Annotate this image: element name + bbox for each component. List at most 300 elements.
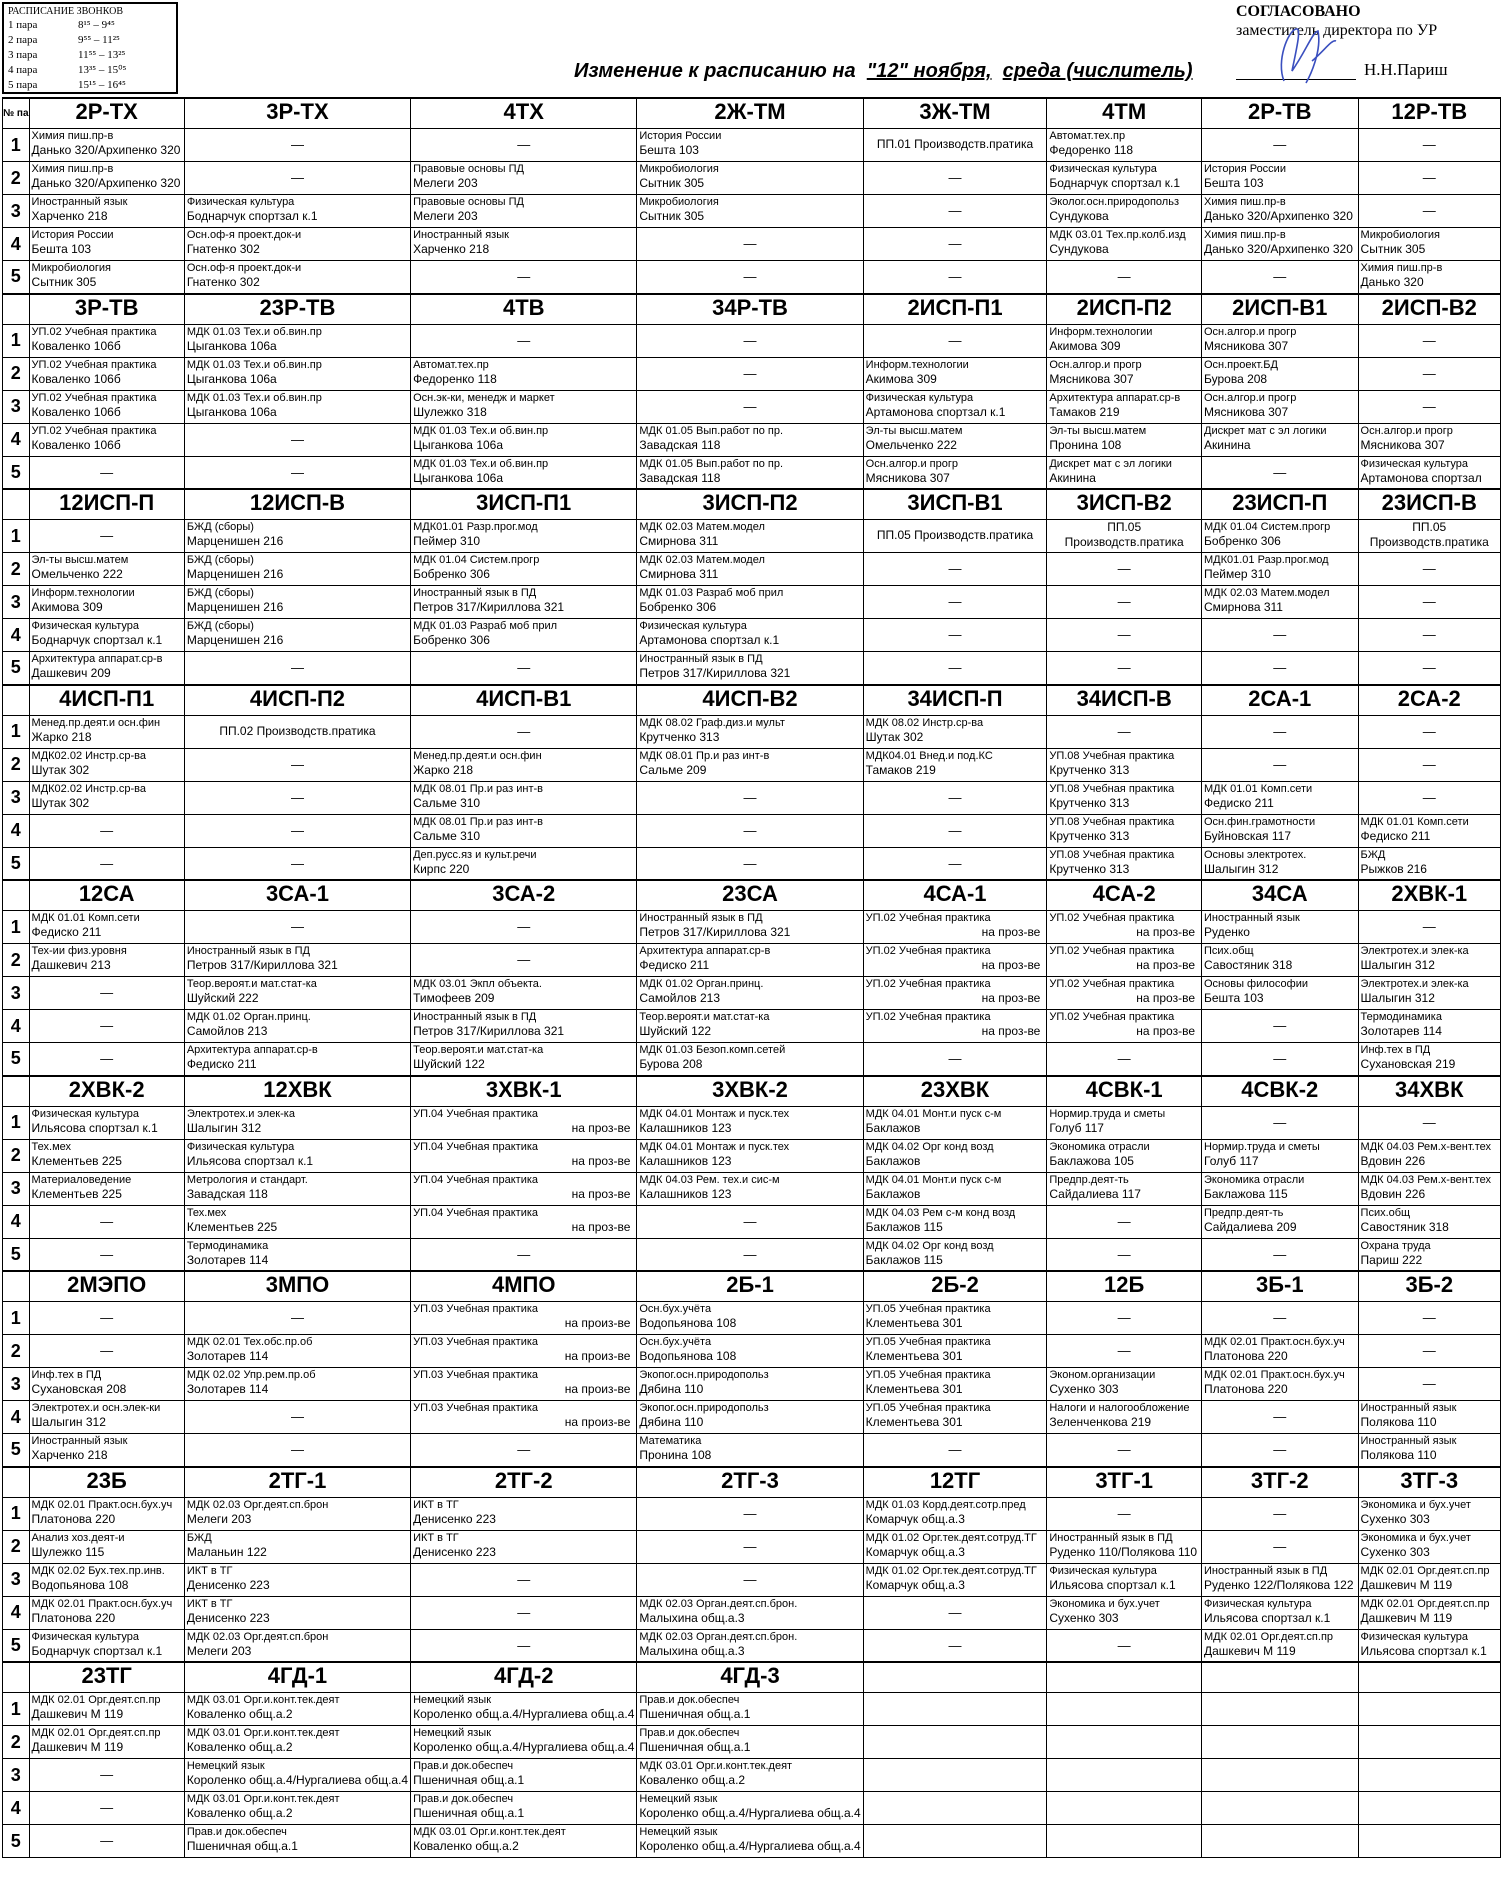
lesson-cell	[411, 1792, 637, 1825]
lesson-subject: УП.05 Учебная практика	[865, 1369, 991, 1381]
group-header-row	[3, 1467, 1501, 1498]
lesson-cell	[184, 1335, 410, 1368]
lesson-subject: УП.02 Учебная практика	[865, 945, 991, 957]
lesson-cell	[637, 748, 863, 781]
lesson-cell	[863, 1530, 1047, 1563]
lesson-cell	[1202, 781, 1359, 814]
lesson-cell	[29, 1335, 184, 1368]
lesson-teacher-room: на проз-ве	[1136, 1024, 1195, 1038]
lesson-teacher-room: Шутак 302	[31, 795, 90, 810]
empty-dash: —	[100, 985, 114, 1000]
lesson-row	[3, 1792, 1501, 1825]
lesson-cell	[1202, 1563, 1359, 1596]
empty-dash: —	[743, 365, 757, 381]
lesson-subject: БЖД (сборы)	[186, 521, 254, 533]
lesson-subject: МДК 02.01 Тех.обс.пр.об	[186, 1336, 313, 1348]
lesson-subject: УП.02 Учебная практика	[865, 978, 991, 990]
lesson-cell	[411, 1563, 637, 1596]
lesson-cell	[637, 520, 863, 553]
lesson-teacher-room: на проз-ве	[981, 925, 1041, 939]
lesson-cell	[184, 1368, 410, 1401]
lesson-teacher-room: Гнатенко 302	[186, 242, 260, 256]
lesson-cell	[184, 1043, 410, 1076]
empty-dash: —	[517, 723, 531, 739]
lesson-row	[3, 977, 1501, 1010]
lesson-teacher-room: Тимофеев 209	[413, 991, 495, 1005]
empty-dash: —	[290, 789, 304, 805]
lesson-cell	[411, 1172, 637, 1205]
lesson-teacher-room: Клементьев 225	[31, 1186, 122, 1201]
lesson-cell	[184, 357, 410, 390]
lesson-teacher-room: Коваленко 106б	[31, 371, 121, 386]
lesson-teacher-room: Федиско 211	[1360, 828, 1431, 843]
lesson-subject: МДК 01.02 Орг.тек.деят.сотруд.ТГ	[865, 1564, 1037, 1577]
empty-dash: —	[1117, 1246, 1131, 1262]
lesson-subject: Прав.и док.обеспеч	[186, 1826, 287, 1838]
lesson-teacher-room: Коваленко общ.а.2	[186, 1740, 293, 1754]
lesson-teacher-room: Шулежко 115	[31, 1544, 105, 1559]
lesson-cell	[863, 586, 1047, 619]
empty-dash: —	[1117, 561, 1131, 576]
lesson-subject: Иностранный язык в ПД	[186, 945, 310, 957]
lesson-teacher-room: Акинина	[1204, 437, 1251, 452]
lesson-subject: Немецкий язык	[639, 1793, 718, 1805]
lesson-cell	[411, 1139, 637, 1172]
empty-dash: —	[517, 1442, 531, 1457]
lesson-cell	[1358, 1530, 1500, 1563]
lesson-cell	[29, 1172, 184, 1205]
empty-dash: —	[1422, 627, 1436, 642]
empty-dash: —	[100, 1213, 114, 1229]
lesson-teacher-room: Руденко 110/Полякова 110	[1049, 1544, 1198, 1559]
lesson-row	[3, 1106, 1501, 1139]
pair-number: 5	[3, 847, 30, 880]
pair-number-header	[3, 489, 30, 520]
lesson-cell	[411, 324, 637, 357]
lesson-row	[3, 1172, 1501, 1205]
empty-dash: —	[743, 1246, 757, 1262]
lesson-cell	[184, 1693, 410, 1726]
lesson-subject: Правовые основы ПД	[413, 196, 524, 208]
lesson-cell	[1358, 911, 1500, 944]
lesson-cell	[637, 619, 863, 652]
lesson-subject: Иностранный язык	[31, 1435, 128, 1447]
empty-dash: —	[100, 1051, 114, 1066]
pair-number-header	[3, 880, 30, 911]
pair-number-header	[3, 685, 30, 716]
lesson-teacher-room: Клементьев 225	[31, 1153, 122, 1168]
pair-number: 4	[3, 619, 30, 652]
lesson-cell	[411, 228, 637, 261]
lesson-cell	[637, 423, 863, 456]
group-name: 3ИСП-В2	[1047, 489, 1202, 520]
lesson-teacher-room: Сальме 209	[639, 762, 707, 777]
lesson-subject: История России	[31, 229, 114, 241]
lesson-subject: УП.05 Учебная практика	[865, 1336, 991, 1348]
lesson-subject: Электротех.и элек-ка	[1360, 978, 1469, 990]
group-name: 23Б	[29, 1467, 184, 1498]
empty-dash: —	[290, 170, 304, 185]
lesson-subject: Информ.технологии	[1049, 325, 1153, 338]
lesson-teacher-room: Ильясова спортзал к.1	[186, 1153, 314, 1168]
empty-dash: —	[1422, 1343, 1436, 1358]
empty-dash: —	[517, 269, 531, 284]
bell-row	[8, 63, 172, 78]
lesson-cell	[29, 1401, 184, 1434]
lesson-subject: БЖД (сборы)	[186, 554, 254, 566]
lesson-teacher-room: Смирнова 311	[1204, 600, 1283, 614]
empty-dash: —	[948, 170, 962, 185]
lesson-subject: МДК 02.03 Орг.деят.сп.брон	[186, 1630, 329, 1643]
bell-schedule	[2, 2, 178, 94]
lesson-cell	[1358, 1629, 1500, 1662]
lesson-teacher-room: Ильясова спортзал к.1	[1049, 1577, 1176, 1592]
lesson-teacher-room: Вдовин 226	[1360, 1186, 1426, 1201]
lesson-teacher-room: Комарчук общ.а.3	[865, 1544, 965, 1559]
lesson-teacher-room: Калашников 123	[639, 1120, 732, 1135]
lesson-teacher-room: Данько 320	[1360, 275, 1424, 289]
lesson-cell	[1202, 520, 1359, 553]
lesson-cell	[1047, 1629, 1202, 1662]
lesson-cell	[184, 619, 410, 652]
pair-number: 2	[3, 1139, 30, 1172]
lesson-subject: Нормир.труда и сметы	[1049, 1107, 1166, 1120]
group-name	[1047, 1662, 1202, 1693]
pair-number: 5	[3, 261, 30, 294]
lesson-teacher-room: Ильясова спортзал к.1	[31, 1120, 158, 1135]
lesson-cell	[1047, 1139, 1202, 1172]
bell-pair: 3 пара	[8, 49, 38, 61]
lesson-cell	[863, 456, 1047, 489]
approval-name: Н.Н.Париш	[1364, 60, 1448, 79]
lesson-subject: Физическая культура	[186, 1140, 295, 1153]
lesson-subject: Дискрет мат с эл логики	[1204, 424, 1327, 437]
lesson-cell	[411, 715, 637, 748]
lesson-cell	[184, 520, 410, 553]
lesson-teacher-room: Жарко 218	[31, 729, 92, 744]
lesson-subject: Электротех.и элек-ка	[1360, 945, 1469, 957]
lesson-teacher-room: Дашкевич М 119	[31, 1740, 124, 1754]
bell-time: 15¹⁵ – 16⁴⁵	[78, 79, 126, 91]
empty-dash: —	[948, 855, 962, 871]
lesson-row	[3, 162, 1501, 195]
lesson-teacher-room: Боднарчук спортзал к.1	[1049, 176, 1181, 190]
empty-dash: —	[1422, 170, 1436, 185]
lesson-teacher-room: Рыжков 216	[1360, 861, 1427, 876]
lesson-teacher-room: Артамонова спортзал к.1	[865, 404, 1006, 419]
pair-number: 2	[3, 1726, 30, 1759]
lesson-teacher-room: Цыганкова 106а	[413, 437, 504, 452]
lesson-cell	[1202, 1596, 1359, 1629]
lesson-cell	[1202, 195, 1359, 228]
lesson-cell	[1202, 1205, 1359, 1238]
lesson-cell	[411, 781, 637, 814]
group-header-row	[3, 98, 1501, 129]
lesson-cell	[29, 619, 184, 652]
lesson-row	[3, 911, 1501, 944]
lesson-teacher-room: Дашкевич М 119	[31, 1707, 124, 1721]
lesson-teacher-room: Баклажов	[865, 1153, 921, 1168]
lesson-row	[3, 324, 1501, 357]
group-name: 2СА-1	[1202, 685, 1359, 716]
lesson-cell	[1047, 423, 1202, 456]
group-name: 2ТГ-1	[184, 1467, 410, 1498]
lesson-cell	[411, 520, 637, 553]
lesson-cell	[29, 1530, 184, 1563]
lesson-cell	[411, 814, 637, 847]
lesson-cell	[1047, 944, 1202, 977]
lesson-cell	[184, 1401, 410, 1434]
lesson-cell	[637, 261, 863, 294]
lesson-cell	[29, 129, 184, 162]
lesson-subject: УП.02 Учебная практика	[1049, 912, 1175, 924]
lesson-subject: Физическая культура	[186, 196, 295, 208]
lesson-subject: МДК 04.01 Монт.и пуск с-м	[865, 1173, 1002, 1186]
lesson-row	[3, 586, 1501, 619]
lesson-cell	[1202, 1335, 1359, 1368]
lesson-teacher-room: Сальме 310	[413, 795, 481, 810]
lesson-cell	[411, 944, 637, 977]
pair-number: 2	[3, 748, 30, 781]
approval-title: СОГЛАСОВАНО	[1236, 3, 1361, 20]
lesson-teacher-room: Бешта 103	[1204, 176, 1264, 190]
pair-number: 3	[3, 781, 30, 814]
lesson-cell	[863, 781, 1047, 814]
group-name: 4ГД-2	[411, 1662, 637, 1693]
lesson-cell	[1358, 1693, 1500, 1726]
empty-dash: —	[100, 528, 114, 543]
empty-dash: —	[517, 1604, 531, 1620]
lesson-teacher-room: Полякова 110	[1360, 1448, 1437, 1462]
group-name: 2СА-2	[1358, 685, 1500, 716]
lesson-cell	[1358, 1497, 1500, 1530]
lesson-subject: ИКТ в ТГ	[186, 1597, 233, 1610]
lesson-cell	[1047, 390, 1202, 423]
lesson-cell	[863, 1726, 1047, 1759]
pair-number-header: № па	[3, 98, 30, 129]
lesson-row	[3, 1596, 1501, 1629]
lesson-cell	[1202, 586, 1359, 619]
lesson-cell	[1358, 553, 1500, 586]
lesson-subject: Физическая культура	[1360, 457, 1469, 470]
empty-dash: —	[1422, 332, 1436, 348]
lesson-subject: УП.03 Учебная практика	[413, 1369, 539, 1381]
lesson-row	[3, 553, 1501, 586]
lesson-cell	[29, 1759, 184, 1792]
lesson-teacher-room: Мелеги 203	[413, 176, 478, 190]
lesson-cell	[637, 1792, 863, 1825]
lesson-cell	[1358, 652, 1500, 685]
lesson-teacher-room: Короленко общ.а.4/Нургалиева общ.а.4	[186, 1773, 409, 1787]
lesson-cell	[411, 1596, 637, 1629]
lesson-teacher-room: Сытник 305	[639, 176, 705, 190]
lesson-teacher-room: Калашников 123	[639, 1186, 732, 1201]
lesson-teacher-room: Дашкевич М 119	[1360, 1577, 1453, 1592]
lesson-cell	[1202, 1302, 1359, 1335]
empty-dash: —	[100, 1018, 114, 1033]
empty-dash: —	[1273, 1442, 1287, 1457]
lesson-subject: Основы философии	[1204, 978, 1308, 990]
group-name: 3ИСП-П1	[411, 489, 637, 520]
lesson-cell	[411, 748, 637, 781]
lesson-cell	[184, 1530, 410, 1563]
lesson-cell	[411, 1497, 637, 1530]
lesson-cell	[1202, 1401, 1359, 1434]
empty-dash: —	[948, 594, 962, 609]
lesson-cell	[29, 1139, 184, 1172]
lesson-cell	[1202, 1726, 1359, 1759]
lesson-subject: МДК 03.01 Тех.пр.колб.изд	[1049, 229, 1186, 241]
lesson-teacher-room: Бешта 103	[639, 143, 699, 157]
empty-dash: —	[1422, 594, 1436, 609]
lesson-teacher-room: Дябина 110	[639, 1382, 704, 1396]
lesson-subject: ПП.05 Производств.пратика	[876, 528, 1034, 542]
lesson-teacher-room: на проз-ве	[571, 1219, 631, 1234]
lesson-cell	[863, 1759, 1047, 1792]
lesson-subject: Псих.общ	[1204, 945, 1254, 957]
lesson-cell	[863, 814, 1047, 847]
lesson-cell	[29, 1825, 184, 1858]
pair-number: 2	[3, 944, 30, 977]
lesson-subject: МДК 01.03 Тех.и об.вин.пр	[186, 391, 322, 404]
lesson-teacher-room: Сальме 310	[413, 828, 481, 843]
lesson-cell	[1047, 781, 1202, 814]
lesson-cell	[29, 162, 184, 195]
lesson-cell	[863, 520, 1047, 553]
lesson-teacher-room: Крутченко 313	[1049, 861, 1130, 876]
lesson-teacher-room: Данько 320/Архипенко 320	[31, 176, 181, 190]
empty-dash: —	[1422, 561, 1436, 576]
lesson-row	[3, 423, 1501, 456]
lesson-cell	[1202, 456, 1359, 489]
lesson-cell	[863, 1335, 1047, 1368]
group-name: 12Б	[1047, 1271, 1202, 1302]
group-name: 2ТГ-3	[637, 1467, 863, 1498]
lesson-teacher-room: Бешта 103	[1204, 991, 1264, 1005]
lesson-subject: МДК01.01 Разр.прог.мод	[413, 521, 538, 533]
lesson-cell	[1358, 814, 1500, 847]
empty-dash: —	[1273, 723, 1287, 739]
pair-number: 2	[3, 357, 30, 390]
lesson-subject: Менед.пр.деят.и осн.фин	[31, 716, 161, 729]
lesson-cell	[184, 129, 410, 162]
group-name: 2Р-ТВ	[1202, 98, 1359, 129]
lesson-subject: Инф.тех в ПД	[31, 1369, 102, 1381]
lesson-subject: Экономика и бух.учет	[1360, 1498, 1471, 1511]
group-name: 4ТХ	[411, 98, 637, 129]
lesson-teacher-room: Бобренко 306	[1204, 534, 1281, 548]
lesson-subject: УП.03 Учебная практика	[413, 1303, 539, 1315]
lesson-cell	[863, 129, 1047, 162]
lesson-subject: Немецкий язык	[186, 1760, 265, 1772]
group-header-row	[3, 880, 1501, 911]
lesson-cell	[184, 748, 410, 781]
lesson-teacher-room: Пеймер 310	[413, 534, 481, 548]
lesson-teacher-room: Денисенко 223	[413, 1511, 496, 1526]
lesson-teacher-room: Мелеги 203	[413, 209, 478, 223]
pair-number: 1	[3, 1693, 30, 1726]
lesson-cell	[1358, 261, 1500, 294]
pair-number: 3	[3, 390, 30, 423]
pair-number: 5	[3, 1434, 30, 1467]
lesson-subject: МДК 02.03 Матем.модел	[639, 554, 765, 566]
lesson-row	[3, 1825, 1501, 1858]
lesson-subject: МДК 02.03 Матем.модел	[1204, 587, 1330, 599]
lesson-teacher-room: на проз-ве	[981, 991, 1041, 1005]
pair-number: 1	[3, 911, 30, 944]
lesson-cell	[1202, 129, 1359, 162]
lesson-teacher-room: Шуйский 122	[639, 1024, 712, 1038]
lesson-row	[3, 715, 1501, 748]
lesson-cell	[1202, 1792, 1359, 1825]
lesson-teacher-room: Золотарев 114	[186, 1382, 269, 1396]
lesson-teacher-room: Пронина 108	[1049, 437, 1122, 452]
lesson-subject: МДК02.02 Инстр.ср-ва	[31, 749, 146, 762]
empty-dash: —	[743, 398, 757, 414]
lesson-cell	[1202, 162, 1359, 195]
lesson-subject: УП.04 Учебная практика	[413, 1107, 539, 1120]
empty-dash: —	[1422, 723, 1436, 739]
lesson-cell	[1202, 357, 1359, 390]
lesson-teacher-room: Бобренко 306	[413, 633, 490, 647]
lesson-cell	[637, 814, 863, 847]
lesson-teacher-room: на проз-ве	[571, 1153, 631, 1168]
lesson-subject: Осн.алгор.и прогр	[865, 457, 958, 470]
lesson-cell	[1358, 781, 1500, 814]
lesson-cell	[29, 1043, 184, 1076]
bell-pair: 5 пара	[8, 79, 38, 91]
lesson-cell	[1358, 195, 1500, 228]
lesson-cell	[1202, 1368, 1359, 1401]
empty-dash: —	[290, 431, 304, 447]
group-name: 3Р-ТВ	[29, 294, 184, 325]
empty-dash: —	[1273, 464, 1287, 480]
lesson-teacher-room: Бурова 208	[1204, 371, 1268, 386]
lesson-cell	[411, 1368, 637, 1401]
empty-dash: —	[290, 756, 304, 772]
lesson-subject: Экономика и бух.учет	[1360, 1531, 1471, 1544]
lesson-teacher-room: Завадская 118	[639, 437, 721, 452]
lesson-cell	[1202, 652, 1359, 685]
lesson-cell	[863, 1172, 1047, 1205]
lesson-teacher-room: Полякова 110	[1360, 1415, 1437, 1429]
lesson-cell	[1047, 1497, 1202, 1530]
lesson-cell	[1047, 520, 1202, 553]
empty-dash: —	[948, 332, 962, 348]
lesson-row	[3, 1238, 1501, 1271]
lesson-subject: МДК 01.03 Тех.и об.вин.пр	[186, 358, 322, 371]
lesson-subject: Архитектура аппарат.ср-в	[31, 653, 163, 665]
lesson-subject: Экономика отрасли	[1049, 1140, 1150, 1153]
lesson-subject: Информ.технологии	[31, 587, 135, 599]
lesson-cell	[637, 1825, 863, 1858]
pair-number: 5	[3, 1629, 30, 1662]
lesson-subject: Физическая культура	[31, 620, 140, 632]
lesson-cell	[1047, 261, 1202, 294]
lesson-cell	[29, 586, 184, 619]
lesson-subject: Псих.общ	[1360, 1206, 1411, 1219]
lesson-row	[3, 1629, 1501, 1662]
pair-number: 4	[3, 1010, 30, 1043]
lesson-cell	[1358, 1434, 1500, 1467]
empty-dash: —	[1117, 1343, 1131, 1358]
lesson-teacher-room: Акинина	[1049, 470, 1096, 485]
lesson-cell	[1358, 1759, 1500, 1792]
bell-row	[8, 33, 172, 48]
lesson-subject: Термодинамика	[1360, 1011, 1442, 1023]
lesson-cell	[411, 1759, 637, 1792]
lesson-subject: Осн.алгор.и прогр	[1204, 325, 1297, 338]
